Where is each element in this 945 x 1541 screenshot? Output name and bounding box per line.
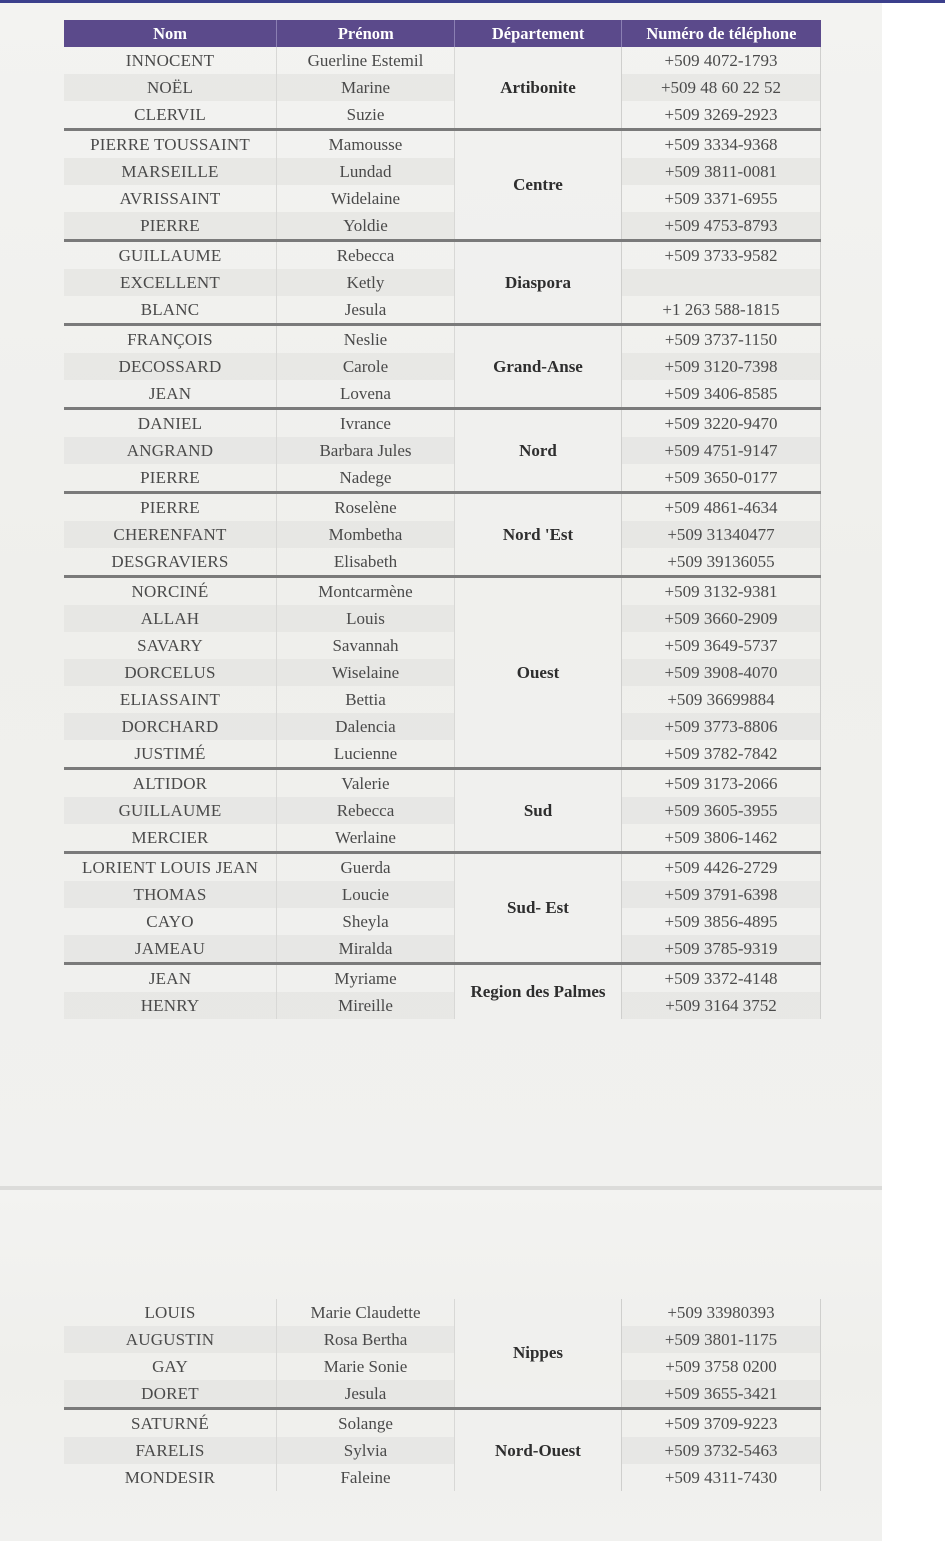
table-row: [64, 548, 455, 575]
cell-telephone: +509 3605-3955: [621, 797, 821, 824]
cell-telephone: +509 3220-9470: [621, 410, 821, 437]
department-group: [64, 131, 821, 242]
cell-departement: Sud- Est: [455, 854, 621, 962]
table-row: [64, 578, 455, 605]
cell-telephone: [621, 269, 821, 296]
table-row: [64, 881, 455, 908]
cell-prenom: Miralda: [277, 935, 455, 962]
department-group: [64, 1299, 821, 1410]
cell-nom: NORCINÉ: [64, 578, 277, 605]
name-columns: [64, 1299, 455, 1407]
cell-departement: Grand-Anse: [455, 326, 621, 407]
table-row: [64, 686, 455, 713]
table-body-continued: [64, 1299, 821, 1491]
cell-telephone: +509 3371-6955: [621, 185, 821, 212]
cell-telephone: +509 3655-3421: [621, 1380, 821, 1407]
cell-telephone: +509 33980393: [621, 1299, 821, 1326]
table-row: [64, 659, 455, 686]
department-group: [64, 242, 821, 326]
cell-prenom: Bettia: [277, 686, 455, 713]
cell-departement: Nord: [455, 410, 621, 491]
phone-column: [621, 770, 821, 851]
cell-telephone: +509 3120-7398: [621, 353, 821, 380]
cell-telephone: +509 3811-0081: [621, 158, 821, 185]
cell-telephone: +509 3649-5737: [621, 632, 821, 659]
cell-telephone: +509 36699884: [621, 686, 821, 713]
cell-departement: Nord-Ouest: [455, 1410, 621, 1491]
cell-prenom: Sylvia: [277, 1437, 455, 1464]
table-row: [64, 212, 455, 239]
cell-nom: JAMEAU: [64, 935, 277, 962]
table-row: [64, 992, 455, 1019]
table-body: [64, 47, 821, 1019]
cell-nom: THOMAS: [64, 881, 277, 908]
cell-nom: CHERENFANT: [64, 521, 277, 548]
cell-nom: INNOCENT: [64, 47, 277, 74]
name-columns: [64, 854, 455, 962]
contacts-table: [64, 20, 821, 1019]
cell-nom: PIERRE: [64, 212, 277, 239]
cell-telephone: +509 48 60 22 52: [621, 74, 821, 101]
department-group: [64, 1410, 821, 1491]
cell-nom: HENRY: [64, 992, 277, 1019]
cell-departement: Ouest: [455, 578, 621, 767]
cell-prenom: Ivrance: [277, 410, 455, 437]
table-row: [64, 269, 455, 296]
phone-column: [621, 131, 821, 239]
header-telephone: Numéro de téléphone: [646, 23, 797, 43]
cell-telephone: +1 263 588-1815: [621, 296, 821, 323]
table-row: [64, 965, 455, 992]
cell-prenom: Dalencia: [277, 713, 455, 740]
cell-nom: JEAN: [64, 965, 277, 992]
table-row: [64, 740, 455, 767]
phone-column: [621, 242, 821, 323]
cell-nom: NOËL: [64, 74, 277, 101]
cell-prenom: Loucie: [277, 881, 455, 908]
cell-nom: SAVARY: [64, 632, 277, 659]
table-row: [64, 908, 455, 935]
right-margin: [882, 3, 945, 1541]
contacts-table-continued: [64, 1299, 821, 1491]
table-row: [64, 1353, 455, 1380]
department-group: [64, 965, 821, 1019]
name-columns: [64, 494, 455, 575]
cell-telephone: +509 4753-8793: [621, 212, 821, 239]
cell-prenom: Guerda: [277, 854, 455, 881]
cell-prenom: Roselène: [277, 494, 455, 521]
table-row: [64, 824, 455, 851]
table-row: [64, 101, 455, 128]
table-row: [64, 1464, 455, 1491]
table-row: [64, 605, 455, 632]
cell-telephone: +509 3773-8806: [621, 713, 821, 740]
table-row: [64, 74, 455, 101]
cell-telephone: +509 3791-6398: [621, 881, 821, 908]
cell-prenom: Rebecca: [277, 797, 455, 824]
cell-prenom: Jesula: [277, 1380, 455, 1407]
phone-column: [621, 326, 821, 407]
cell-prenom: Guerline Estemil: [277, 47, 455, 74]
cell-prenom: Faleine: [277, 1464, 455, 1491]
department-group: [64, 326, 821, 410]
department-group: [64, 47, 821, 131]
name-columns: [64, 770, 455, 851]
cell-prenom: Werlaine: [277, 824, 455, 851]
cell-prenom: Elisabeth: [277, 548, 455, 575]
cell-departement: Artibonite: [455, 47, 621, 128]
cell-nom: ELIASSAINT: [64, 686, 277, 713]
cell-nom: LOUIS: [64, 1299, 277, 1326]
cell-prenom: Mombetha: [277, 521, 455, 548]
cell-nom: GAY: [64, 1353, 277, 1380]
cell-prenom: Widelaine: [277, 185, 455, 212]
cell-telephone: +509 3132-9381: [621, 578, 821, 605]
table-row: [64, 713, 455, 740]
department-group: [64, 410, 821, 494]
cell-telephone: +509 39136055: [621, 548, 821, 575]
cell-telephone: +509 3806-1462: [621, 824, 821, 851]
cell-nom: ANGRAND: [64, 437, 277, 464]
department-group: [64, 854, 821, 965]
header-prenom: Prénom: [277, 20, 455, 47]
cell-prenom: Rosa Bertha: [277, 1326, 455, 1353]
cell-telephone: +509 3406-8585: [621, 380, 821, 407]
table-row: [64, 131, 455, 158]
cell-prenom: Nadege: [277, 464, 455, 491]
cell-prenom: Marie Claudette: [277, 1299, 455, 1326]
table-row: [64, 935, 455, 962]
cell-prenom: Wiselaine: [277, 659, 455, 686]
cell-telephone: +509 3709-9223: [621, 1410, 821, 1437]
cell-telephone: +509 3758 0200: [621, 1353, 821, 1380]
cell-telephone: +509 31340477: [621, 521, 821, 548]
table-row: [64, 1326, 455, 1353]
name-columns: [64, 1410, 455, 1491]
table-row: [64, 854, 455, 881]
table-row: [64, 437, 455, 464]
table-row: [64, 632, 455, 659]
cell-telephone: +509 4751-9147: [621, 437, 821, 464]
department-group: [64, 578, 821, 770]
cell-prenom: Barbara Jules: [277, 437, 455, 464]
table-row: [64, 410, 455, 437]
table-row: [64, 521, 455, 548]
cell-nom: JEAN: [64, 380, 277, 407]
phone-column: [621, 854, 821, 962]
cell-nom: FRANÇOIS: [64, 326, 277, 353]
phone-column: [621, 1299, 821, 1407]
cell-nom: PIERRE TOUSSAINT: [64, 131, 277, 158]
cell-prenom: Suzie: [277, 101, 455, 128]
cell-prenom: Savannah: [277, 632, 455, 659]
cell-telephone: +509 3782-7842: [621, 740, 821, 767]
cell-telephone: +509 3660-2909: [621, 605, 821, 632]
cell-nom: MARSEILLE: [64, 158, 277, 185]
cell-nom: DORET: [64, 1380, 277, 1407]
cell-nom: SATURNÉ: [64, 1410, 277, 1437]
cell-telephone: +509 3650-0177: [621, 464, 821, 491]
header-nom: Nom: [64, 20, 277, 47]
table-row: [64, 326, 455, 353]
table-row: [64, 1299, 455, 1326]
cell-prenom: Lovena: [277, 380, 455, 407]
cell-prenom: Rebecca: [277, 242, 455, 269]
cell-nom: DORCELUS: [64, 659, 277, 686]
cell-nom: GUILLAUME: [64, 242, 277, 269]
cell-nom: DESGRAVIERS: [64, 548, 277, 575]
cell-prenom: Neslie: [277, 326, 455, 353]
cell-departement: Diaspora: [455, 242, 621, 323]
table-header: [64, 20, 821, 47]
cell-prenom: Louis: [277, 605, 455, 632]
cell-telephone: +509 3785-9319: [621, 935, 821, 962]
cell-nom: LORIENT LOUIS JEAN: [64, 854, 277, 881]
cell-departement: Centre: [455, 131, 621, 239]
phone-column: [621, 578, 821, 767]
phone-column: [621, 47, 821, 128]
cell-nom: ALTIDOR: [64, 770, 277, 797]
cell-prenom: Myriame: [277, 965, 455, 992]
cell-telephone: +509 4861-4634: [621, 494, 821, 521]
cell-nom: CLERVIL: [64, 101, 277, 128]
cell-prenom: Mamousse: [277, 131, 455, 158]
table-row: [64, 1437, 455, 1464]
phone-column: [621, 410, 821, 491]
name-columns: [64, 242, 455, 323]
cell-telephone: +509 3173-2066: [621, 770, 821, 797]
cell-nom: EXCELLENT: [64, 269, 277, 296]
cell-prenom: Ketly: [277, 269, 455, 296]
cell-prenom: Sheyla: [277, 908, 455, 935]
cell-nom: JUSTIMÉ: [64, 740, 277, 767]
cell-nom: MONDESIR: [64, 1464, 277, 1491]
name-columns: [64, 965, 455, 1019]
cell-departement: Sud: [455, 770, 621, 851]
cell-telephone: +509 4072-1793: [621, 47, 821, 74]
cell-nom: DECOSSARD: [64, 353, 277, 380]
cell-departement: Region des Palmes: [455, 965, 621, 1019]
cell-telephone: +509 3737-1150: [621, 326, 821, 353]
cell-telephone: +509 3733-9582: [621, 242, 821, 269]
cell-nom: BLANC: [64, 296, 277, 323]
cell-prenom: Lundad: [277, 158, 455, 185]
cell-prenom: Solange: [277, 1410, 455, 1437]
cell-nom: CAYO: [64, 908, 277, 935]
name-columns: [64, 410, 455, 491]
table-row: [64, 47, 455, 74]
cell-departement: Nippes: [455, 1299, 621, 1407]
cell-nom: PIERRE: [64, 494, 277, 521]
table-row: [64, 185, 455, 212]
cell-telephone: +509 3908-4070: [621, 659, 821, 686]
phone-column: [621, 1410, 821, 1491]
name-columns: [64, 326, 455, 407]
cell-prenom: Mireille: [277, 992, 455, 1019]
table-row: [64, 242, 455, 269]
cell-prenom: Jesula: [277, 296, 455, 323]
cell-nom: ALLAH: [64, 605, 277, 632]
cell-nom: GUILLAUME: [64, 797, 277, 824]
table-row: [64, 296, 455, 323]
cell-prenom: Valerie: [277, 770, 455, 797]
table-row: [64, 353, 455, 380]
cell-nom: DANIEL: [64, 410, 277, 437]
phone-column: [621, 494, 821, 575]
name-columns: [64, 131, 455, 239]
cell-nom: FARELIS: [64, 1437, 277, 1464]
cell-telephone: +509 3732-5463: [621, 1437, 821, 1464]
cell-telephone: +509 3856-4895: [621, 908, 821, 935]
cell-nom: DORCHARD: [64, 713, 277, 740]
cell-telephone: +509 3801-1175: [621, 1326, 821, 1353]
table-row: [64, 494, 455, 521]
cell-prenom: Marine: [277, 74, 455, 101]
cell-telephone: +509 3269-2923: [621, 101, 821, 128]
table-row: [64, 380, 455, 407]
name-columns: [64, 578, 455, 767]
cell-telephone: +509 3164 3752: [621, 992, 821, 1019]
cell-prenom: Montcarmène: [277, 578, 455, 605]
cell-prenom: Yoldie: [277, 212, 455, 239]
table-row: [64, 158, 455, 185]
cell-prenom: Lucienne: [277, 740, 455, 767]
table-row: [64, 770, 455, 797]
name-columns: [64, 47, 455, 128]
table-row: [64, 1410, 455, 1437]
table-row: [64, 1380, 455, 1407]
phone-column: [621, 965, 821, 1019]
cell-nom: AVRISSAINT: [64, 185, 277, 212]
cell-prenom: Carole: [277, 353, 455, 380]
cell-telephone: +509 4426-2729: [621, 854, 821, 881]
cell-nom: AUGUSTIN: [64, 1326, 277, 1353]
cell-telephone: +509 4311-7430: [621, 1464, 821, 1491]
department-group: [64, 770, 821, 854]
cell-telephone: +509 3372-4148: [621, 965, 821, 992]
table-row: [64, 797, 455, 824]
cell-nom: MERCIER: [64, 824, 277, 851]
cell-telephone: +509 3334-9368: [621, 131, 821, 158]
header-departement: Département: [455, 20, 621, 47]
cell-prenom: Marie Sonie: [277, 1353, 455, 1380]
table-row: [64, 464, 455, 491]
cell-nom: PIERRE: [64, 464, 277, 491]
cell-departement: Nord 'Est: [455, 494, 621, 575]
department-group: [64, 494, 821, 578]
